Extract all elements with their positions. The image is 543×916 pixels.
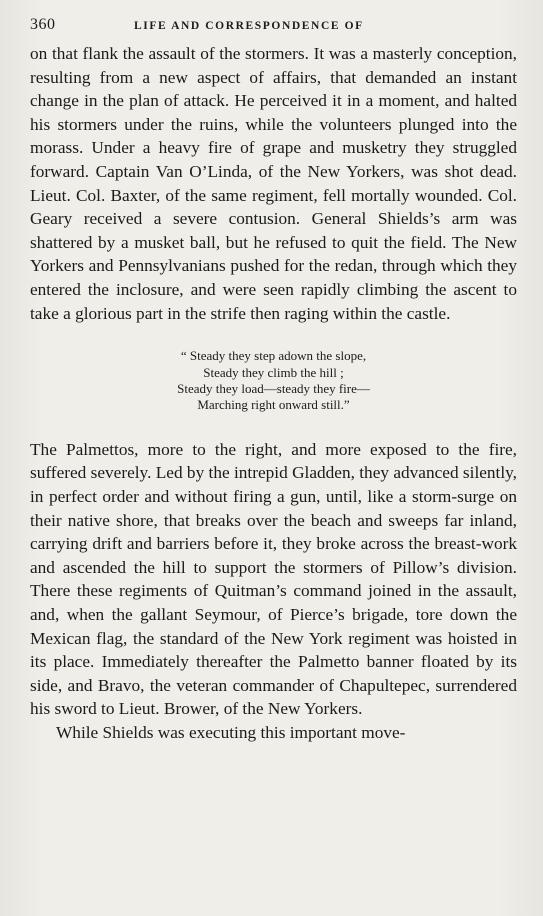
body-text: [30, 42, 517, 744]
verse-line-3: Steady they load—steady they fire—: [177, 380, 370, 396]
running-head: [30, 16, 517, 42]
page-number: 360: [30, 16, 56, 33]
verse-line-4: Marching right onward still.”: [197, 397, 350, 413]
verse-line-2: Steady they climb the hill ;: [203, 364, 344, 380]
verse-line-1: “ Steady they step adown the slope,: [180, 348, 367, 364]
verse-quotation: [30, 348, 517, 414]
paragraph-2: The Palmettos, more to the right, and more exposed to the fire, suffered severely. Led by the intrepid Gladden, they advanced silently, in perfect order and without firing a gun, until, like a storm-surge on their native shore, that breaks over the beach and sweeps far inland, carrying drift and barriers before it, they broke across the breast-work and ascended the hill to support the stormers of Pillow’s division. There these regiments of Quitman’s command joined in the assault, and, when the gallant Seymour, of Pierce’s brigade, tore down the Mexican flag, the standard of the New York regiment was hoisted in its place. Immediately thereafter the Palmetto banner floated by its side, and Bravo, the veteran commander of Chapultepec, surrendered his sword to Lieut. Brower, of the New Yorkers.: [30, 439, 517, 719]
running-title: LIFE AND CORRESPONDENCE OF: [134, 20, 364, 32]
paragraph-1: on that flank the assault of the stormers. It was a masterly conception, resulting from a new aspect of affairs, that demanded an instant change in the plan of attack. He perceived it in a moment, and halted his stormers under the ruins, while the volunteers plunged into the morass. Under a heavy fire of grape and musketry they struggled forward. Captain Van O’Linda, of the New Yorkers, was shot dead. Lieut. Col. Baxter, of the same regiment, fell mortally wounded. Col. Geary received a severe contusion. General Shields’s arm was shattered by a musket ball, but he refused to quit the field. The New Yorkers and Pennsylvanians pushed for the redan, through which they entered the inclosure, and were seen rapidly climbing the ascent to take a glorious part in the strife then raging within the castle.: [30, 44, 517, 323]
paragraph-3: While Shields was executing this important move-: [56, 722, 406, 742]
